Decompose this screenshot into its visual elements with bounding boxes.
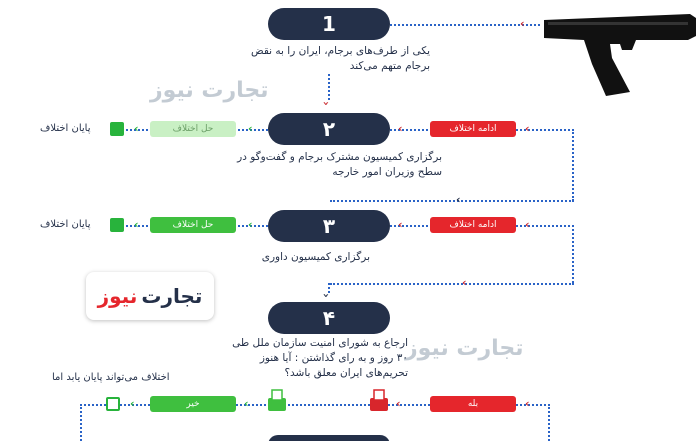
end-dispute-label: پایان اختلاف: [40, 123, 91, 134]
watermark-text: تجارت نیوز: [405, 336, 524, 361]
end-marker-icon: [110, 218, 124, 232]
step-4-number: ۴: [322, 306, 336, 330]
arrow-left-icon: ‹: [456, 193, 461, 206]
arrow-left-icon: ‹: [396, 397, 401, 410]
step-4-text: ارجاع به شورای امنیت سازمان ملل طی ۳۰ روز و به رای گذاشتن : آیا هنوز تحریم‌های ایران معلق باشد؟: [232, 337, 408, 379]
ballot-box-yes-icon: [368, 388, 390, 412]
step-2-text: برگزاری کمیسیون مشترک برجام و گفت‌وگو در سطح وزیران امور خارجه: [237, 151, 442, 178]
ballot-box-no-icon: [266, 388, 288, 412]
arrow-left-icon: ‹: [525, 397, 530, 410]
arrow-left-icon: ‹: [520, 17, 525, 30]
step-5-box-partial: [268, 435, 390, 441]
arrow-left-icon: ‹: [130, 397, 135, 410]
arrow-left-icon: ‹: [525, 122, 530, 135]
step-2-number: ۲: [322, 117, 336, 141]
arrow-left-icon: ‹: [525, 218, 530, 231]
step-3-number: ۳: [322, 214, 336, 238]
continue-dispute-badge: ادامه اختلاف: [430, 121, 516, 137]
arrow-left-icon: ‹: [134, 218, 139, 231]
step-3-text: برگزاری کمیسیون داوری: [261, 251, 370, 263]
step-3-box: [268, 210, 390, 242]
watermark-text: تجارت نیوز: [150, 78, 269, 103]
brand-logo: [86, 272, 214, 320]
resolve-dispute-badge: حل اختلاف: [150, 217, 236, 233]
arrow-left-icon: ‹: [134, 122, 139, 135]
step-1-box: [268, 8, 390, 40]
arrow-left-icon: ‹: [244, 397, 249, 410]
arrow-left-icon: ‹: [248, 218, 253, 231]
resolve-dispute-badge: حل اختلاف: [150, 121, 236, 137]
may-end-label: اختلاف می‌تواند پایان یابد اما: [52, 372, 170, 383]
arrow-left-icon: ‹: [398, 218, 403, 231]
arrow-down-icon: ‹: [318, 101, 332, 106]
logo-word-news: نیوز: [97, 284, 138, 308]
step-1-text: یکی از طرف‌های برجام، ایران را به نقض برجام متهم می‌کند: [250, 45, 430, 72]
arrow-left-icon: ‹: [462, 276, 467, 289]
end-marker-icon: [106, 397, 120, 411]
connector-line: [390, 225, 428, 227]
connector-line: [390, 129, 428, 131]
step-2-box: [268, 113, 390, 145]
connector-line: [328, 283, 330, 293]
logo-word-tejarat: تجارت: [141, 284, 203, 308]
pistol-icon: [540, 6, 700, 96]
arrow-down-icon: ‹: [318, 293, 332, 298]
no-badge: خیر: [150, 396, 236, 412]
arrow-left-icon: ‹: [248, 122, 253, 135]
step-4-box: [268, 302, 390, 334]
yes-badge: بله: [430, 396, 516, 412]
continue-dispute-badge: ادامه اختلاف: [430, 217, 516, 233]
connector-line: [548, 404, 550, 441]
connector-line: [390, 24, 540, 26]
connector-line: [330, 200, 574, 202]
step-1-number: 1: [322, 12, 336, 36]
connector-line: [572, 225, 574, 283]
arrow-left-icon: ‹: [398, 122, 403, 135]
connector-line: [328, 74, 330, 100]
end-dispute-label: پایان اختلاف: [40, 219, 91, 230]
end-marker-icon: [110, 122, 124, 136]
connector-line: [80, 404, 82, 441]
connector-line: [330, 283, 574, 285]
connector-line: [572, 129, 574, 201]
